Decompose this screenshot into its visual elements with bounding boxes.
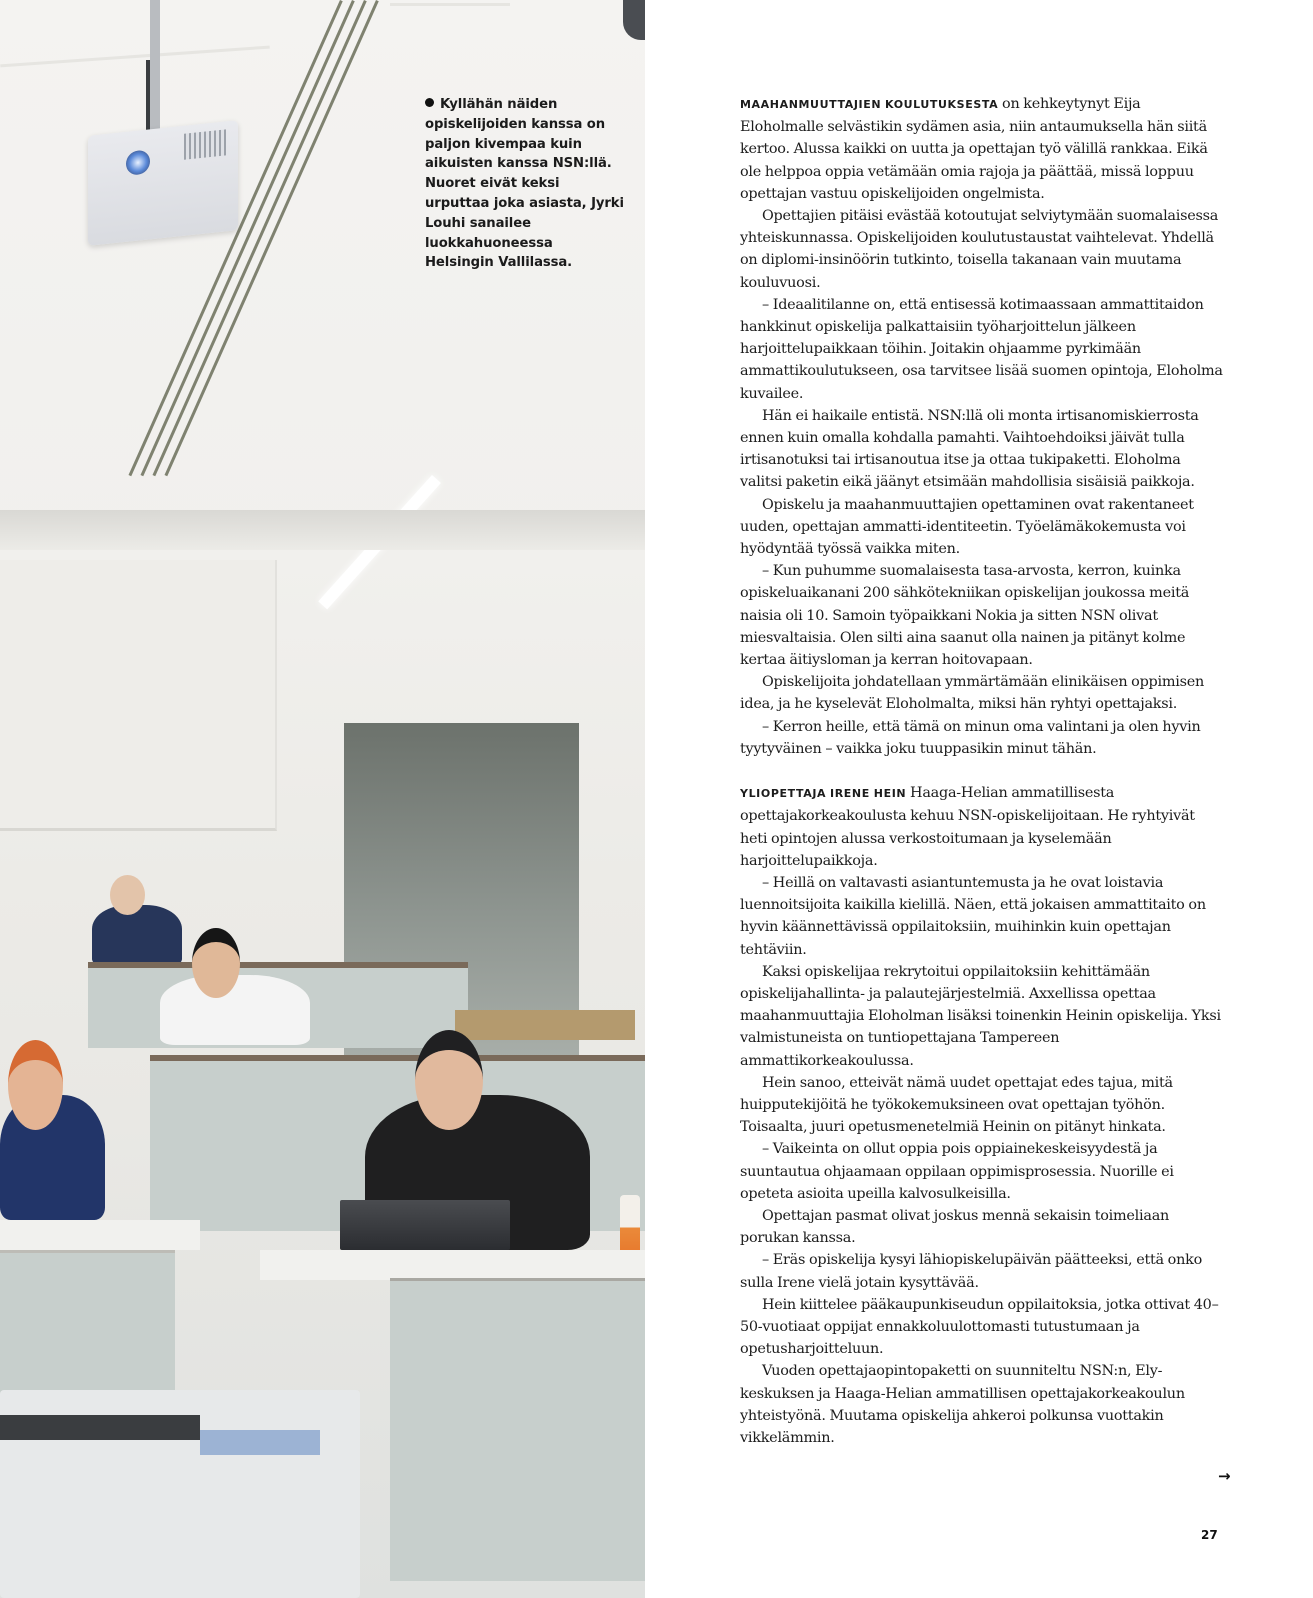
paragraph: YLIOPETTAJA IRENE HEIN Haaga-Helian ammatillisesta opettajakorkeakoulusta kehuu NSN-opiskelijoitaan. He ryhtyivät heti opintojen alussa verkostoitumaan ja kyselemään harjoittelupaikkoja. bbox=[740, 785, 1195, 869]
student-head bbox=[415, 1030, 483, 1130]
paragraph: – Vaikeinta on ollut oppia pois oppiainekeskeisyydestä ja suuntautua ohjaamaan oppilaan oppimisprosessia. Nuorille ei opeteta asioita upeilla kalvosulkeisilla. bbox=[740, 1141, 1174, 1202]
paragraph: – Kerron heille, että tämä on minun oma valintani ja olen hyvin tyytyväinen – vaikka joku tuuppasikin minut tähän. bbox=[740, 718, 1201, 757]
wall-panel bbox=[0, 560, 277, 831]
student-head bbox=[192, 928, 240, 998]
ceiling-camera bbox=[623, 0, 645, 40]
student-back bbox=[92, 905, 182, 965]
student-head bbox=[8, 1040, 63, 1130]
projector-mount-pole bbox=[150, 0, 160, 135]
paragraph: Vuoden opettajaopintopaketti on suunniteltu NSN:n, Ely-keskuksen ja Haaga-Helian ammatillisen opettajakorkeakoulun yhteistyönä. Muutama opiskelija ahkeroi polkunsa vuottakin vikkelämmin. bbox=[740, 1363, 1185, 1446]
paragraph: Hein kiittelee pääkaupunkiseudun oppilaitoksia, jotka ottivat 40–50-vuotiaat oppijat ennakkoluulottomasti tutustumaan ja opetusharjoitteluun. bbox=[740, 1296, 1219, 1358]
projector-vent bbox=[184, 129, 226, 159]
printer-slot bbox=[0, 1415, 200, 1440]
caption-text: Kyllähän näiden opiskelijoiden kanssa on paljon kivempaa kuin aikuisten kanssa NSN:llä. Nuoret eivät keksi urputtaa joka asiasta, Jyrki Louhi sanailee luokkahuoneessa Helsingin Vallilassa. bbox=[425, 97, 624, 271]
ceiling-projector bbox=[88, 120, 238, 246]
paragraph: Opiskelu ja maahanmuuttajien opettaminen ovat rakentaneet uuden, opettajan ammatti-identiteetin. Työelämäkokemusta voi hyödyntää työssä vaikka miten. bbox=[740, 496, 1194, 558]
continue-arrow-icon: → bbox=[1218, 1467, 1231, 1485]
ceiling-vent-rail bbox=[164, 0, 378, 476]
paragraph: Hein sanoo, etteivät nämä uudet opettajat edes tajua, mitä huipputekijöitä he työkokemuksineen ovat opettajan työhön. Toisaalta, juuri opetusmenetelmiä Heinin on pitänyt hinkata. bbox=[740, 1074, 1173, 1136]
student-head bbox=[110, 875, 145, 915]
cardboard-box bbox=[455, 1010, 635, 1040]
ceiling-edge bbox=[0, 510, 645, 550]
ceiling-seam bbox=[390, 3, 510, 6]
paragraph: – Ideaalitilanne on, että entisessä kotimaassaan ammattitaidon hankkinut opiskelija palkattaisiin työharjoittelun jälkeen harjoittelupaikkaan töihin. Joitakin ohjaamme pyrkimään ammattikoulutukseen, osa tarvitsee lisää suomen opintoja, Eloholma kuvailee. bbox=[740, 296, 1223, 402]
paragraph: – Kun puhumme suomalaisesta tasa-arvosta, kerron, kuinka opiskeluaikanani 200 sähkötekniikan opiskelijan joukossa meitä naisia oli 10. Samoin työpaikkani Nokia ja sitten NSN olivat miesvaltaisia. Olen silti aina saanut olla nainen ja pitänyt kolme kertaa äitiysloman ja kerran hoitovapaan. bbox=[740, 563, 1190, 669]
projector-cable bbox=[146, 60, 150, 140]
paragraph: Opettajan pasmat olivat joskus mennä sekaisin toimeliaan porukan kanssa. bbox=[740, 1207, 1170, 1247]
section-kicker: YLIOPETTAJA IRENE HEIN bbox=[740, 787, 907, 801]
computer-case bbox=[340, 1200, 510, 1250]
page-number: 27 bbox=[1201, 1528, 1218, 1542]
article-body bbox=[740, 93, 1225, 1449]
ceiling-vent-rail bbox=[152, 0, 366, 476]
paragraph: Kaksi opiskelijaa rekrytoitui oppilaitoksiin kehittämään opiskelijahallinta- ja palautejärjestelmiä. Axxellissa opettaa maahanmuuttajia Eloholman lisäksi toinenkin Heinin opiskelija. Yksi valmistuneista on tuntiopettajana Tampereen ammattikorkeakoulussa. bbox=[740, 963, 1221, 1069]
paragraph: – Heillä on valtavasti asiantuntemusta ja he ovat loistavia luennoitsijoita kaikilla kielillä. Näen, että jokaisen ammattitaito on hyvin käännettävissä oppilaitoksiin, muihinkin kuin opettajan tehtäviin. bbox=[740, 874, 1206, 958]
photo-caption bbox=[425, 95, 625, 273]
printer-panel bbox=[200, 1430, 320, 1455]
ceiling-seam bbox=[0, 46, 270, 68]
section-kicker: MAAHANMUUTTAJIEN KOULUTUKSESTA bbox=[740, 98, 999, 111]
projector-lens bbox=[126, 149, 150, 176]
ceiling-vent-rail bbox=[140, 0, 354, 476]
desk-top bbox=[0, 1220, 200, 1250]
paragraph: Hän ei haikaile entistä. NSN:llä oli monta irtisanomiskierrosta ennen kuin omalla kohdalla pamahti. Vaihtoehdoiksi jäivät tulla irtisanotuksi tai irtisanoutua itse ja ottaa tukipaketti. Eloholma valitsi paketin eikä jäänyt etsimään mahdollisia sisäisiä paikkoja. bbox=[740, 407, 1199, 491]
desk bbox=[390, 1278, 645, 1581]
paragraph: MAAHANMUUTTAJIEN KOULUTUKSESTA on kehkeytynyt Eija Eloholmalle selvästikin sydämen asia, niin antaumuksella hän siitä kertoo. Alussa kaikki on uutta ja opettajan työ välillä rankkaa. Eikä ole helppoa oppia vetämään omia rajoja ja päättää, missä loppuu opettajan vastuu opiskelijoiden ongelmista. bbox=[740, 96, 1208, 202]
paragraph: Opiskelijoita johdatellaan ymmärtämään elinikäisen oppimisen idea, ja he kyselevät Eloholmalta, miksi hän ryhtyi opettajaksi. bbox=[740, 674, 1205, 713]
paragraph: Opettajien pitäisi evästää kotoutujat selviytymään suomalaisessa yhteiskunnassa. Opiskelijoiden koulutustaustat vaihtelevat. Yhdellä on diplomi-insinöörin tutkinto, toisella takanaan vain muutama kouluvuosi. bbox=[740, 208, 1219, 291]
section-gap bbox=[740, 760, 1225, 782]
desk-top bbox=[260, 1250, 645, 1280]
student-white-shirt bbox=[160, 975, 310, 1045]
paragraph: – Eräs opiskelija kysyi lähiopiskelupäivän päätteeksi, että onko sulla Irene vielä jotain kysyttävää. bbox=[740, 1252, 1203, 1291]
bullet-icon bbox=[425, 98, 434, 107]
